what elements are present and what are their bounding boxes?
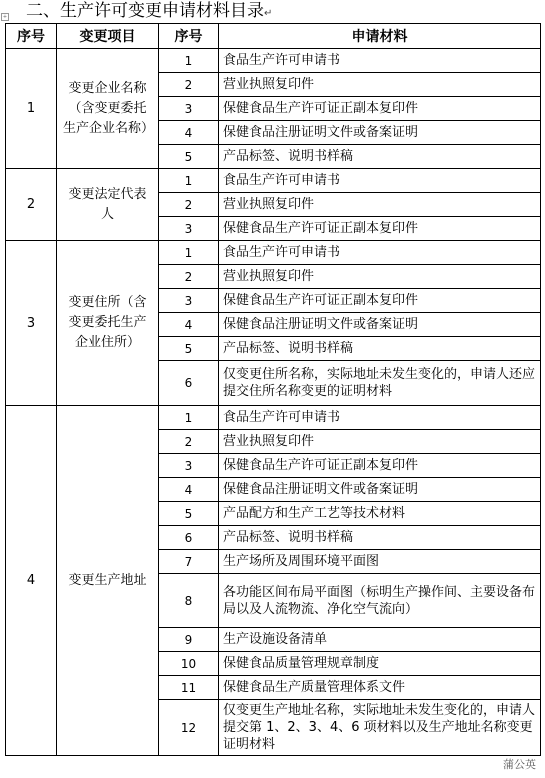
- material-number: 1: [159, 406, 219, 430]
- material-text: 生产场所及周围环境平面图: [219, 550, 541, 574]
- group-number: 3: [6, 241, 57, 406]
- table-anchor-icon[interactable]: +: [2, 14, 8, 20]
- table-row: [6, 406, 541, 430]
- material-number: 4: [159, 313, 219, 337]
- material-text: 营业执照复印件: [219, 430, 541, 454]
- group-number: 2: [6, 169, 57, 241]
- material-text: 各功能区间布局平面图（标明生产操作间、主要设备布局以及人流物流、净化空气流向）: [219, 574, 541, 628]
- header-change-item: 变更项目: [57, 24, 159, 49]
- watermark: 蒲公英: [500, 756, 539, 772]
- page-title: 二、生产许可变更申请材料目录↵: [26, 1, 273, 21]
- material-number: 7: [159, 550, 219, 574]
- table-row: [6, 49, 541, 73]
- material-number: 9: [159, 628, 219, 652]
- materials-table: [5, 23, 541, 756]
- material-text: 食品生产许可申请书: [219, 406, 541, 430]
- material-number: 1: [159, 169, 219, 193]
- material-text: 仅变更生产地址名称，实际地址未发生变化的，申请人提交第 1、2、3、4、6 项材料以及生产地址名称变更证明材料: [219, 700, 541, 756]
- material-text: 保健食品生产质量管理体系文件: [219, 676, 541, 700]
- material-text: 食品生产许可申请书: [219, 169, 541, 193]
- group-number: 4: [6, 406, 57, 756]
- change-item: 变更法定代表人: [57, 169, 159, 241]
- material-number: 6: [159, 361, 219, 406]
- material-number: 2: [159, 430, 219, 454]
- table-row: [6, 241, 541, 265]
- change-item: 变更住所（含变更委托生产企业住所）: [57, 241, 159, 406]
- material-number: 6: [159, 526, 219, 550]
- material-number: 1: [159, 241, 219, 265]
- change-item: 变更生产地址: [57, 406, 159, 756]
- table-row: [6, 169, 541, 193]
- material-text: 保健食品生产许可证正副本复印件: [219, 289, 541, 313]
- material-number: 10: [159, 652, 219, 676]
- material-text: 产品标签、说明书样稿: [219, 145, 541, 169]
- material-text: 营业执照复印件: [219, 193, 541, 217]
- material-text: 仅变更住所名称，实际地址未发生变化的，申请人还应提交住所名称变更的证明材料: [219, 361, 541, 406]
- material-text: 营业执照复印件: [219, 265, 541, 289]
- change-item: 变更企业名称（含变更委托生产企业名称）: [57, 49, 159, 169]
- header-row: [6, 24, 541, 49]
- material-text: 保健食品生产许可证正副本复印件: [219, 97, 541, 121]
- material-text: 保健食品生产许可证正副本复印件: [219, 454, 541, 478]
- material-number: 2: [159, 265, 219, 289]
- header-materials: 申请材料: [219, 24, 541, 49]
- material-number: 3: [159, 97, 219, 121]
- material-text: 营业执照复印件: [219, 73, 541, 97]
- material-number: 4: [159, 121, 219, 145]
- material-number: 4: [159, 478, 219, 502]
- material-number: 2: [159, 73, 219, 97]
- material-text: 食品生产许可申请书: [219, 49, 541, 73]
- header-seq2: 序号: [159, 24, 219, 49]
- material-number: 12: [159, 700, 219, 756]
- material-number: 3: [159, 454, 219, 478]
- material-number: 2: [159, 193, 219, 217]
- material-text: 生产设施设备清单: [219, 628, 541, 652]
- material-text: 保健食品注册证明文件或备案证明: [219, 478, 541, 502]
- material-text: 保健食品生产许可证正副本复印件: [219, 217, 541, 241]
- material-text: 保健食品注册证明文件或备案证明: [219, 121, 541, 145]
- group-number: 1: [6, 49, 57, 169]
- material-number: 3: [159, 217, 219, 241]
- material-number: 3: [159, 289, 219, 313]
- material-text: 产品标签、说明书样稿: [219, 526, 541, 550]
- material-text: 产品标签、说明书样稿: [219, 337, 541, 361]
- material-text: 保健食品质量管理规章制度: [219, 652, 541, 676]
- material-number: 5: [159, 337, 219, 361]
- material-text: 食品生产许可申请书: [219, 241, 541, 265]
- material-number: 8: [159, 574, 219, 628]
- material-number: 1: [159, 49, 219, 73]
- material-text: 保健食品注册证明文件或备案证明: [219, 313, 541, 337]
- material-number: 5: [159, 145, 219, 169]
- header-seq: 序号: [6, 24, 57, 49]
- material-number: 5: [159, 502, 219, 526]
- material-text: 产品配方和生产工艺等技术材料: [219, 502, 541, 526]
- material-number: 11: [159, 676, 219, 700]
